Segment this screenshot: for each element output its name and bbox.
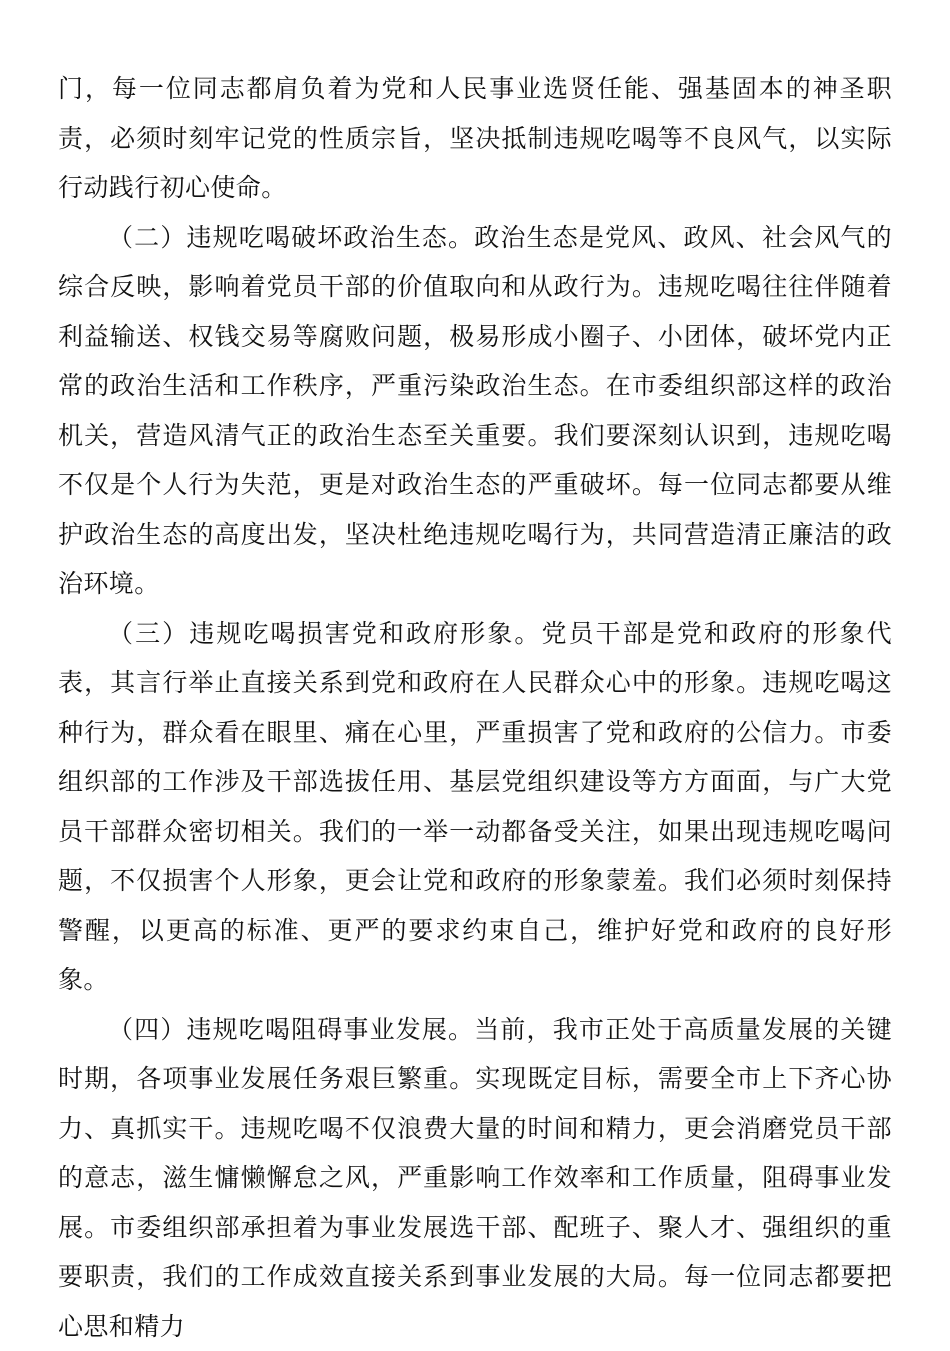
document-body — [58, 64, 892, 1351]
paragraph-section-two: （二）违规吃喝破坏政治生态。政治生态是党风、政风、社会风气的综合反映，影响着党员干部的价值取向和从政行为。违规吃喝往往伴随着利益输送、权钱交易等腐败问题，极易形成小圈子、小团体，破坏党内正常的政治生活和工作秩序，严重污染政治生态。在市委组织部这样的政治机关，营造风清气正的政治生态至关重要。我们要深刻认识到，违规吃喝不仅是个人行为失范，更是对政治生态的严重破坏。每一位同志都要从维护政治生态的高度出发，坚决杜绝违规吃喝行为，共同营造清正廉洁的政治环境。 — [58, 213, 892, 609]
paragraph-section-three: （三）违规吃喝损害党和政府形象。党员干部是党和政府的形象代表，其言行举止直接关系到党和政府在人民群众心中的形象。违规吃喝这种行为，群众看在眼里、痛在心里，严重损害了党和政府的公信力。市委组织部的工作涉及干部选拔任用、基层党组织建设等方方面面，与广大党员干部群众密切相关。我们的一举一动都备受关注，如果出现违规吃喝问题，不仅损害个人形象，更会让党和政府的形象蒙羞。我们必须时刻保持警醒，以更高的标准、更严的要求约束自己，维护好党和政府的良好形象。 — [58, 609, 892, 1005]
paragraph-section-four: （四）违规吃喝阻碍事业发展。当前，我市正处于高质量发展的关键时期，各项事业发展任务艰巨繁重。实现既定目标，需要全市上下齐心协力、真抓实干。违规吃喝不仅浪费大量的时间和精力，更会消磨党员干部的意志，滋生慵懒懈怠之风，严重影响工作效率和工作质量，阻碍事业发展。市委组织部承担着为事业发展选干部、配班子、聚人才、强组织的重要职责，我们的工作成效直接关系到事业发展的大局。每一位同志都要把心思和精力 — [58, 1005, 892, 1351]
paragraph-continued: 门，每一位同志都肩负着为党和人民事业选贤任能、强基固本的神圣职责，必须时刻牢记党的性质宗旨，坚决抵制违规吃喝等不良风气，以实际行动践行初心使命。 — [58, 64, 892, 213]
